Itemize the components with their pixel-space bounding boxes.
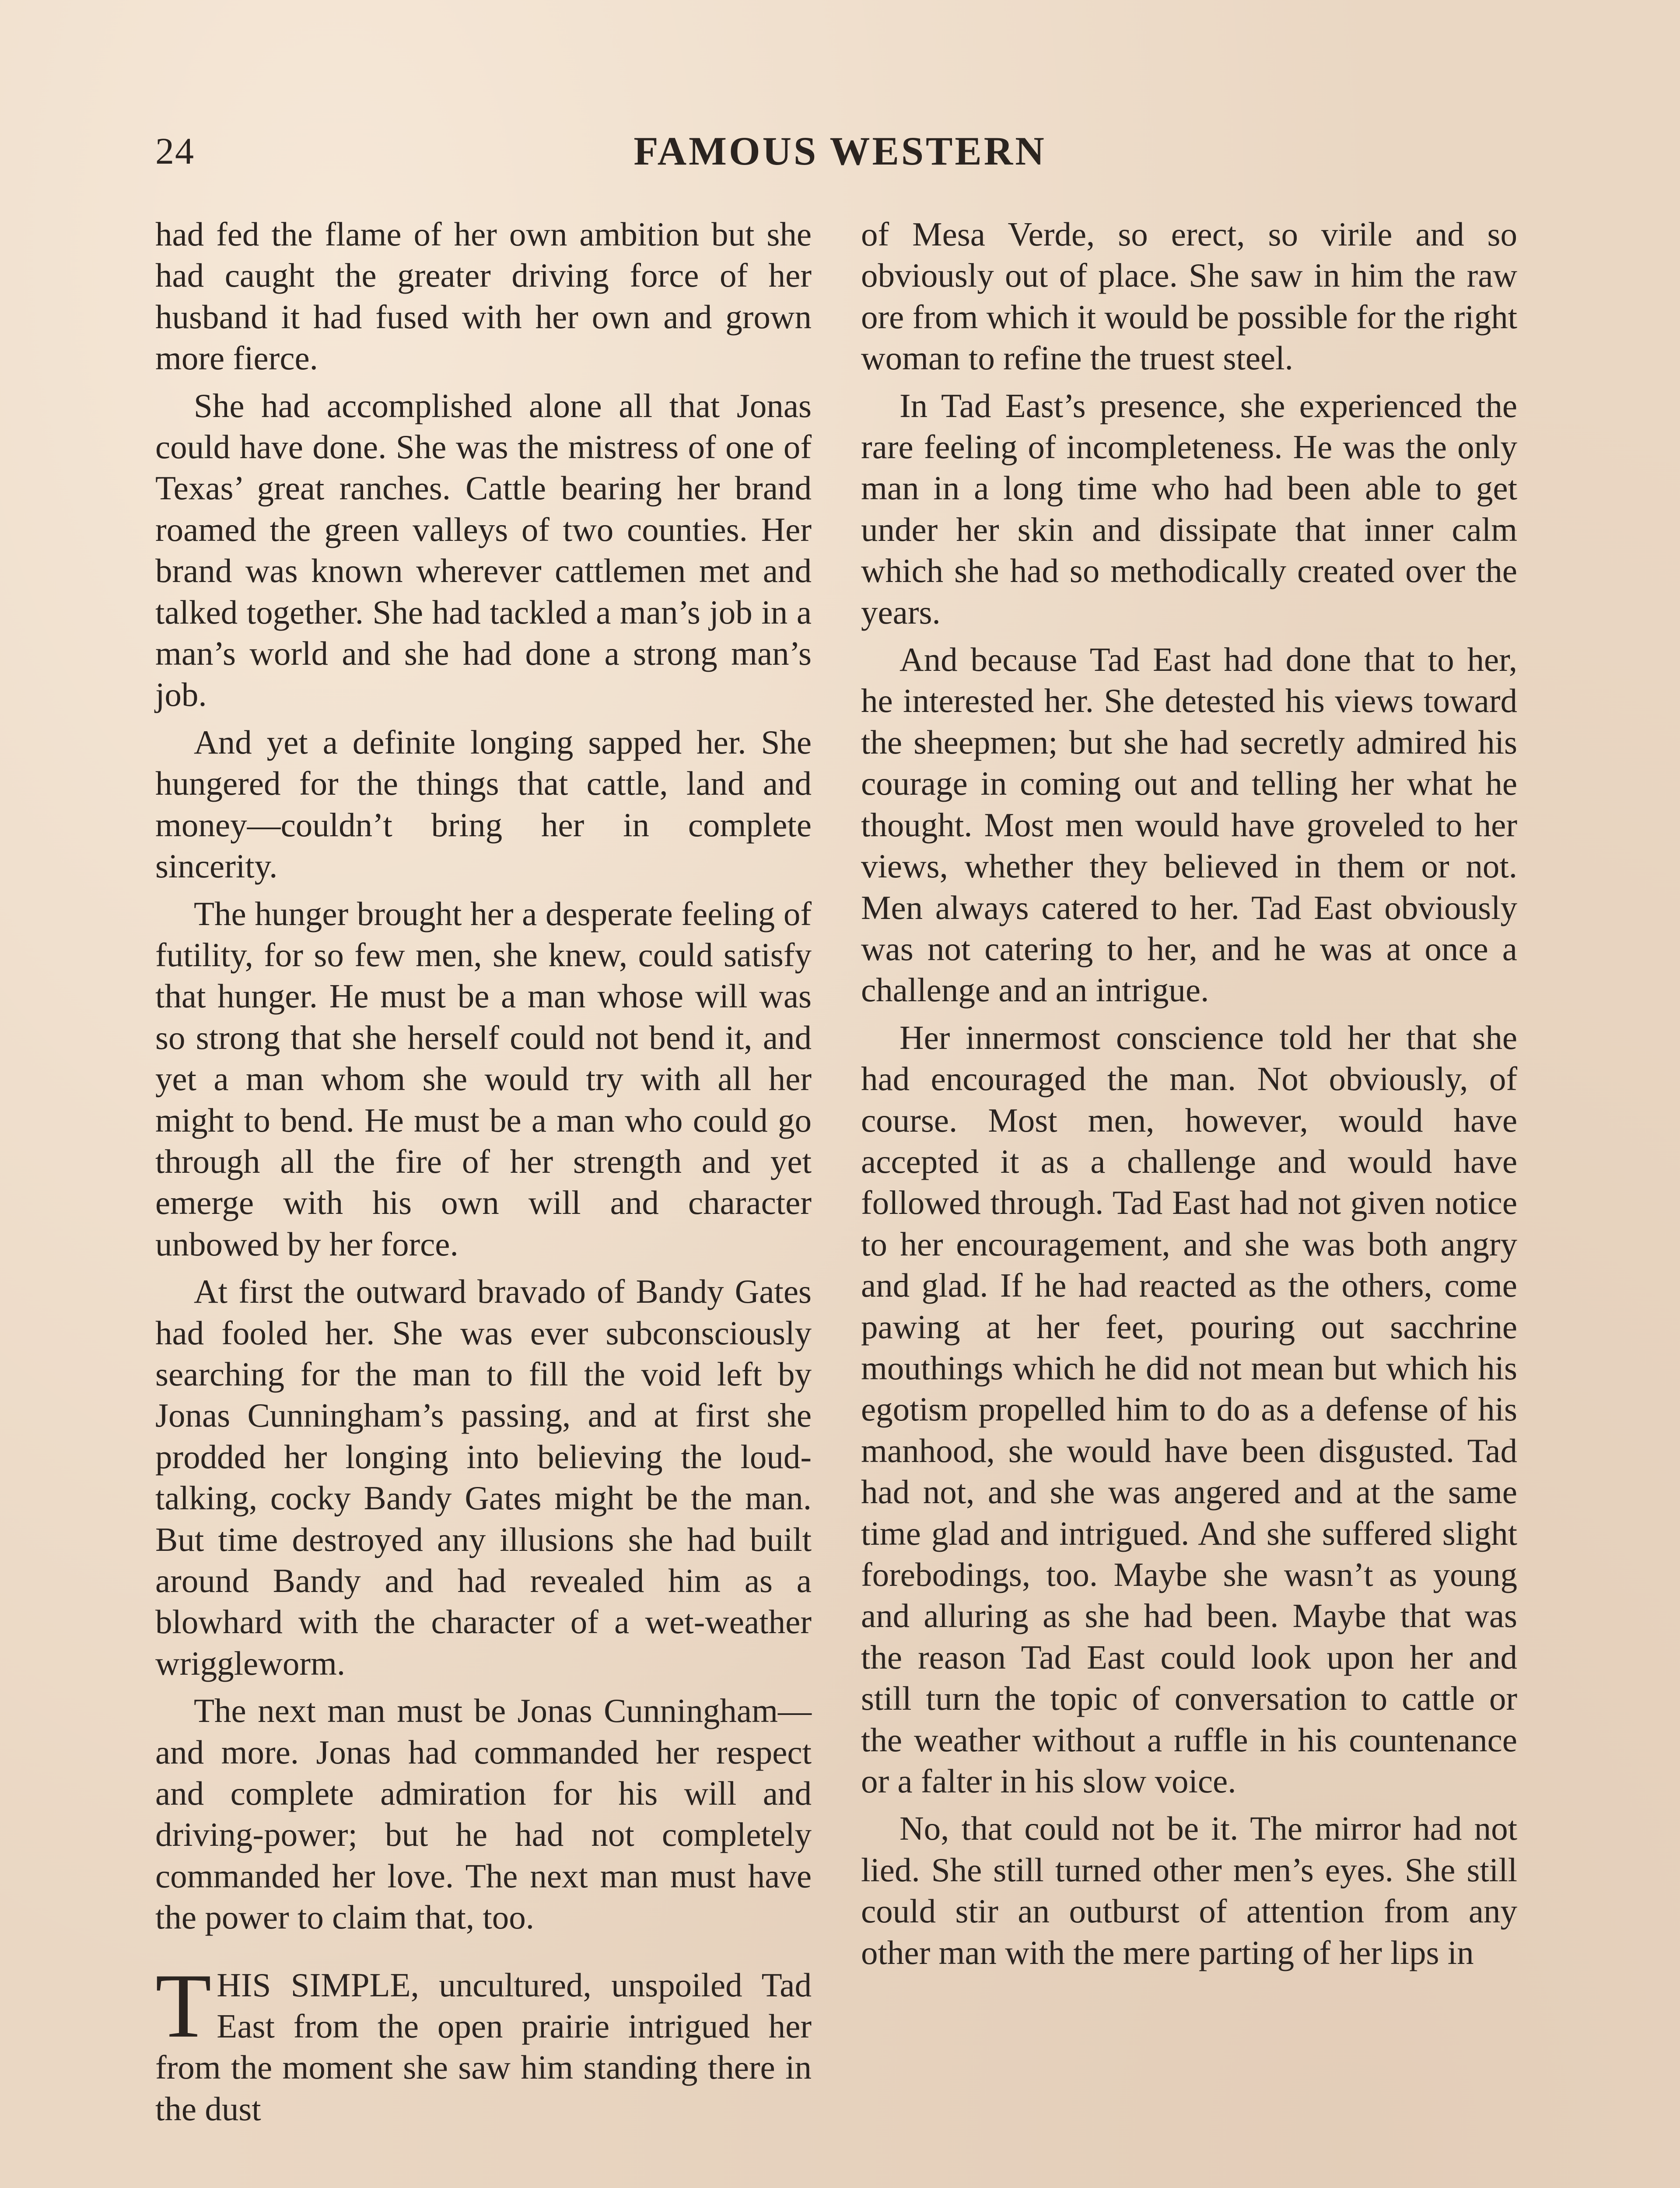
drop-cap: T (155, 1955, 212, 2057)
paragraph: No, that could not be it. The mirror had not lied. She still turned other men’s eyes. She still could stir an outburst of attention from any other man with the mere parting of her lips in (861, 1809, 1517, 1971)
running-title: FAMOUS WESTERN (634, 129, 1046, 173)
section-start-paragraph (155, 1955, 812, 2130)
paragraph: The hunger brought her a desperate feeling of futility, for so few men, she knew, could satisfy that hunger. He must be a man whose will was so strong that she herself could not bend it, and yet a man whom she would try with all her might to bend. He must be a man who could go through all the fire of her strength and yet emerge with his own will and character unbowed by her force. (155, 894, 812, 1263)
paragraph: And yet a definite longing sapped her. She hungered for the things that cattle, land and money—couldn’t bring her in complete sincerity. (155, 723, 812, 885)
paragraph: Her innermost conscience told her that she had encouraged the man. Not obviously, of course. Most men, however, would have accepted it as a challenge and would have followed through. Tad East had not given notice to her encouragement, and she was both angry and glad. If he had reacted as the others, come pawing at her feet, pouring out sacchrine mouthings which he did not mean but which his egotism propelled him to do as a defense of his manhood, she would have been disgusted. Tad had not, and she was angered and at the same time glad and intrigued. And she suffered slight forebodings, too. Maybe she wasn’t as young and alluring as she had been. Maybe that was the reason Tad East could look upon her and still turn the topic of conversation to cattle or the weather without a ruffle in his countenance or a falter in his slow voice. (861, 1018, 1517, 1800)
small-caps-lead: HIS SIMPLE, (217, 1966, 419, 2004)
page-header (155, 127, 1525, 179)
paragraph: At first the outward bravado of Bandy Gates had fooled her. She was ever subconsciously searching for the man to fill the void left by Jonas Cunningham’s passing, and at first she prodded her longing into believing the loud-talking, cocky Bandy Gates might be the man. But time destroyed any illusions she had built around Bandy and had revealed him as a blowhard with the character of a wet-weather wriggleworm. (155, 1273, 812, 1682)
right-column (861, 214, 1517, 1979)
paragraph: In Tad East’s presence, she experienced the rare feeling of incompleteness. He was the only man in a long time who had been able to get under her skin and dissipate that inner calm which she had so methodically created over the years. (861, 386, 1517, 631)
paragraph: The next man must be Jonas Cunningham—and more. Jonas had commanded her respect and complete admiration for his will and driving-power; but he had not completely commanded her love. The next man must have the power to claim that, too. (155, 1692, 812, 1936)
paragraph: And because Tad East had done that to her, he interested her. She detested his views toward the sheepmen; but she had secretly admired his courage in coming out and telling her what he thought. Most men would have groveled to her views, whether they believed in them or not. Men always catered to her. Tad East obviously was not catering to her, and he was at once a challenge and an intrigue. (861, 641, 1517, 1009)
paragraph: She had accomplished alone all that Jonas could have done. She was the mistress of one of Texas’ great ranches. Cattle bearing her brand roamed the green valleys of two counties. Her brand was known wherever cattlemen met and talked together. She had tackled a man’s job in a man’s world and she had done a strong man’s job. (155, 386, 812, 714)
paragraph: had fed the flame of her own ambition but she had caught the greater driving force of her husband it had fused with her own and grown more fierce. (155, 215, 812, 377)
paragraph: of Mesa Verde, so erect, so virile and so obviously out of place. She saw in him the raw ore from which it would be possible for the right woman to refine the truest steel. (861, 215, 1517, 377)
left-column (155, 214, 812, 2135)
paragraph-text: uncultured, unspoiled Tad East from the open prairie intrigued her from the moment she saw him standing there in the dust (155, 1966, 812, 2128)
page-number: 24 (155, 130, 195, 172)
